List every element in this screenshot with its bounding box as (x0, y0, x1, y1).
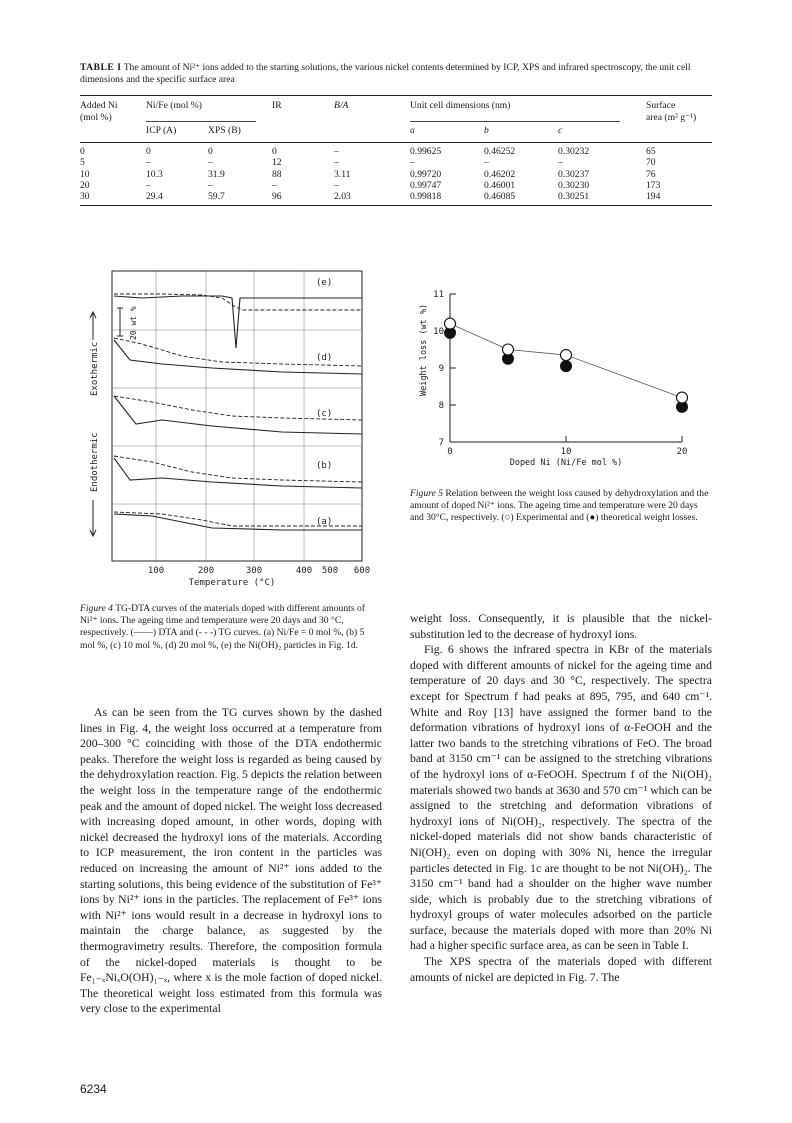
fig5-xtick-label: 10 (560, 447, 572, 457)
table-cell: 0.99625 (410, 146, 442, 157)
right-paragraph-1: weight loss. Consequently, it is plausible that the nickel-substitution led to the decrease of hydroxyl ions. (410, 612, 712, 641)
fig5-chart (410, 280, 712, 470)
fig4-label-d: (d) (316, 353, 333, 363)
table-cell: – (484, 157, 489, 169)
table-cell: – (208, 157, 213, 169)
table-cell: – (146, 179, 151, 191)
table-cell: – (334, 157, 339, 169)
header-icp: ICP (A) (146, 125, 177, 136)
table-cell: 0 (208, 146, 213, 157)
fig5-ytick-label: 11 (433, 290, 444, 300)
fig4-xlabel: Temperature (°C) (188, 578, 276, 588)
header-c: c (558, 125, 563, 136)
table-cell: 31.9 (208, 168, 225, 180)
table-row (80, 169, 712, 180)
table-cell: – (410, 157, 415, 169)
table-cell: 0.30237 (558, 168, 590, 180)
table-cell: 30 (80, 191, 90, 203)
table-row (80, 146, 712, 157)
header-nife: Ni/Fe (mol %) (146, 100, 202, 111)
fig5-point-experimental (503, 344, 514, 355)
fig5-ylabel: Weight loss (wt %) (419, 303, 429, 396)
fig5-ytick-label: 8 (438, 401, 444, 411)
fig5-caption-lead: Figure 5 (410, 488, 443, 499)
fig5-ytick-label: 7 (438, 438, 444, 448)
table-cell: 88 (272, 168, 282, 180)
table-body (80, 146, 712, 202)
table-cell: 0.46252 (484, 146, 516, 157)
table-cell: 0.99818 (410, 191, 442, 203)
fig4-xtick: 400 (295, 566, 313, 576)
table-cell: 29.4 (146, 191, 163, 203)
fig5-caption (410, 488, 712, 525)
table-cell: 0.30251 (558, 191, 590, 203)
fig4-label-e: (e) (316, 278, 333, 288)
fig5-xtick-label: 0 (447, 447, 453, 457)
header-surface-unit: area (m² g⁻¹) (646, 112, 697, 123)
fig4-scale-label: 20 wt % (129, 306, 138, 340)
fig5-point-theoretical (561, 361, 572, 372)
table-cell: – (558, 157, 563, 169)
table-cell: 0.30230 (558, 179, 590, 191)
fig5-ytick-label: 9 (438, 364, 444, 374)
fig4-endo-label: Endothermic (90, 432, 100, 492)
fig4-xtick: 600 (353, 566, 371, 576)
fig4-label-a: (a) (316, 517, 333, 527)
table-cell: 0.99747 (410, 179, 442, 191)
fig5-caption-text: Relation between the weight loss caused by dehydroxylation and the amount of doped Ni²⁺ ions. The ageing time and temperature were 20 days and 30°C, respectively. (○) Experimental and (●) theoretical weight losses. (410, 488, 709, 524)
table-cell: 59.7 (208, 191, 225, 203)
fig5-point-experimental (445, 318, 456, 329)
fig4-xtick: 100 (147, 566, 165, 576)
table-cell: 10.3 (146, 168, 163, 180)
table-cell: 0 (146, 146, 151, 157)
table-cell: – (334, 146, 339, 157)
header-ba: B/A (334, 100, 349, 111)
fig5-point-experimental (561, 350, 572, 361)
fig4-caption-text: TG-DTA curves of the materials doped with different amounts of Ni²⁺ ions. The ageing time and temperature were 20 days and 30 °C, respectively. (——) DTA and (- - -) TG curves. (a) Ni/Fe = 0 mol %, (b) 5 mol %, (c) 10 mol %, (d) 20 mol %, (e) the Ni(OH)₂ particles in Fig. 1d. (80, 603, 365, 651)
fig4-chart (82, 268, 382, 598)
table-cell: 0 (80, 146, 85, 157)
header-xps: XPS (B) (208, 125, 241, 136)
fig4-caption (80, 603, 380, 652)
page-number: 6234 (80, 1082, 107, 1096)
table-cell: 0.46202 (484, 168, 516, 180)
table-caption (80, 62, 712, 86)
fig4-exo-label: Exothermic (90, 341, 100, 396)
table-cell: – (272, 179, 277, 191)
header-b: b (484, 125, 489, 136)
table-cell: – (146, 157, 151, 169)
table-cell: 3.11 (334, 168, 351, 180)
table-label: TABLE I (80, 62, 122, 73)
fig4-caption-lead: Figure 4 (80, 603, 113, 614)
table-cell: 0 (272, 146, 277, 157)
table-cell: 12 (272, 157, 282, 169)
table-cell: 194 (646, 191, 661, 203)
table-row (80, 180, 712, 191)
fig5-point-experimental (677, 392, 688, 403)
fig4-xtick: 200 (197, 566, 215, 576)
table-cell: 70 (646, 157, 656, 169)
right-paragraph-2: Fig. 6 shows the infrared spectra in KBr of the materials doped with different amounts of nickel for the ageing time and temperature of 20 days and 30 °C, respectively. The spectra except for Spectrum f had peaks at 895, 795, and 640 cm⁻¹. White and Roy [13] have assigned the former band to the deformation vibrations of hydroxyl ions of α-FeOOH and the latter two bands to the stretching vibrations of FeO. The broad band at 3150 cm⁻¹ can be assigned to the stretching vibrations of the hydroxyl ions of α-FeOOH. Spectrum f of the Ni(OH)₂ materials showed two bands at 3630 and 570 cm⁻¹ which can be assigned to the stretching and deformation vibrations of hydroxyl ions of Ni(OH)₂, respectively. The spectra of the nickel-doped materials did not show bands characteristic of Ni(OH)₂ even on doping with 30% Ni, hence the irregular particles detected in Fig. 1c are thought to be not Ni(OH)₂. The 3150 cm⁻¹ band had a shoulder on the higher wave number side, which is probably due to the stretching vibrations of hydroxyl groups of water molecules adsorbed on the particle surface, because the materials doped with more than 20% Ni had a higher specific surface area, as can be seen in Table I. (410, 643, 712, 953)
table-cell: 0.99720 (410, 168, 442, 180)
table-cell: 5 (80, 157, 85, 169)
table-row (80, 191, 712, 202)
header-mol-pct: (mol %) (80, 112, 112, 123)
table-cell: – (208, 179, 213, 191)
header-ir: IR (272, 100, 282, 111)
table-cell: – (334, 179, 339, 191)
header-unit-cell: Unit cell dimensions (nm) (410, 100, 511, 111)
right-paragraph-3: The XPS spectra of the materials doped with different amounts of nickel are depicted in Fig. 7. The (410, 955, 712, 984)
fig5-ytick-label: 10 (433, 327, 444, 337)
fig4-xtick: 300 (245, 566, 263, 576)
fig4-label-b: (b) (316, 461, 333, 471)
table-cell: 2.03 (334, 191, 351, 203)
table-cell: 0.30232 (558, 146, 590, 157)
table-cell: 96 (272, 191, 282, 203)
fig5-xlabel: Doped Ni (Ni/Fe mol %) (509, 458, 623, 468)
table-cell: 76 (646, 168, 656, 180)
right-column (410, 611, 712, 985)
header-added-ni: Added Ni (80, 100, 118, 111)
table-cell: 20 (80, 179, 90, 191)
table-cell: 0.46001 (484, 179, 516, 191)
table-cell: 173 (646, 179, 661, 191)
fig4-xtick: 500 (321, 566, 339, 576)
header-surface: Surface (646, 100, 676, 111)
fig5-xtick-label: 20 (676, 447, 688, 457)
table-caption-text: The amount of Ni²⁺ ions added to the starting solutions, the various nickel contents determined by ICP, XPS and infrared spectroscopy, the unit cell dimensions and the specific surface area (80, 62, 691, 86)
table-cell: 0.46085 (484, 191, 516, 203)
left-paragraph: As can be seen from the TG curves shown by the dashed lines in Fig. 4, the weight loss occurred at a temperature from 200–300 °C coinciding with those of the DTA endothermic peaks. Therefore the weight loss is regarded as being caused by the dehydroxylation reaction. Fig. 5 depicts the relation between the weight loss in the temperature range of the endothermic peak and the amount of doped nickel. The weight loss decreased with increasing doped amount, in other words, doping with nickel decreased the hydroxyl ions of the materials. According to ICP measurement, the iron content in the particles was reduced on increasing the amount of Ni²⁺ ions added to the starting solutions, this being evidence of the substitution of Fe³⁺ ions by Ni²⁺ ions in the particles. The replacement of Fe³⁺ ions with Ni²⁺ ions would result in a decrease in hydroxyl ions to maintain the charge balance, as suggested by the thermogravimetry results. Therefore, the composition formula of the nickel-doped materials is thought to be Fe₁₋ₓNiₓO(OH)₁₋ₓ, where x is the mole faction of doped nickel. The theoretical weight loss estimated from this formula was very close to the experimental (80, 706, 382, 1016)
table-cell: 65 (646, 146, 656, 157)
table-cell: 10 (80, 168, 90, 180)
header-a: a (410, 125, 415, 136)
fig4-label-c: (c) (316, 409, 333, 419)
table-row (80, 157, 712, 168)
left-column (80, 705, 382, 1017)
